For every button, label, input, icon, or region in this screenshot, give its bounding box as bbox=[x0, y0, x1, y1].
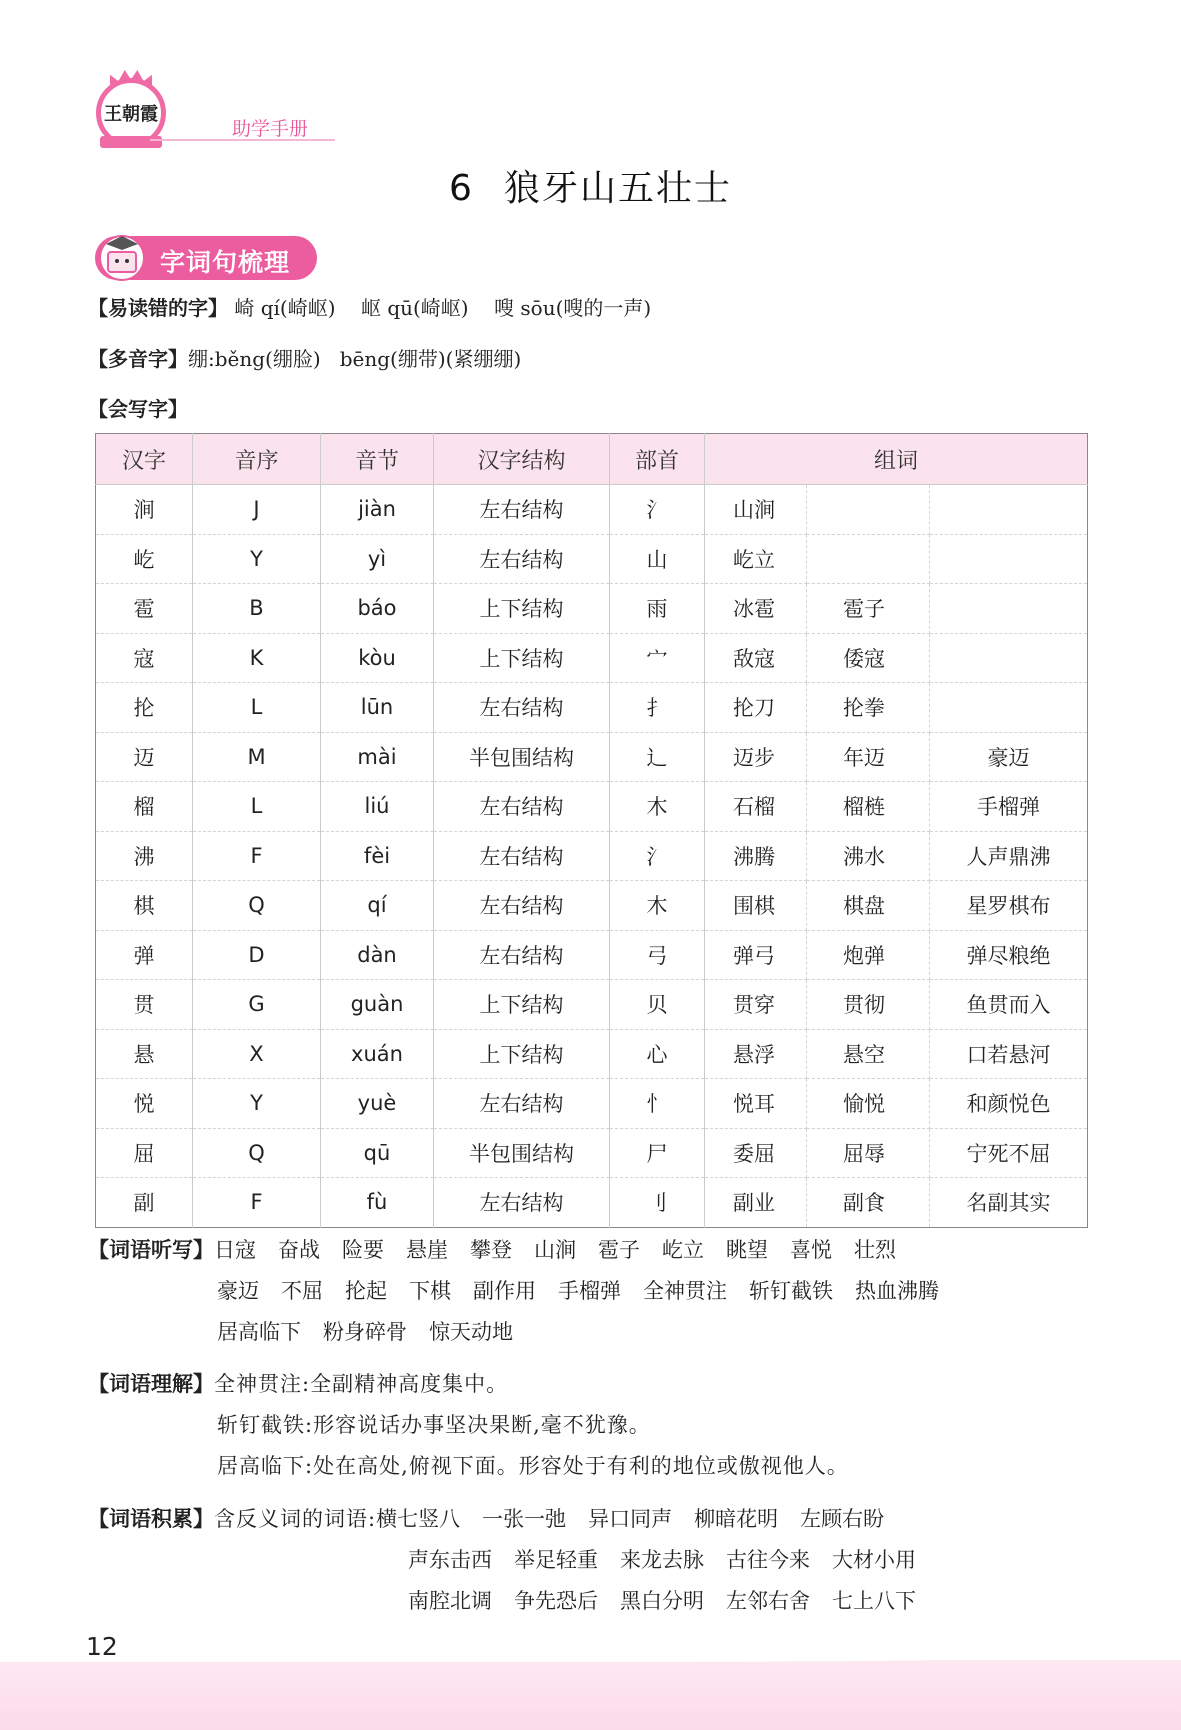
cell-phonetic-order: X bbox=[193, 1029, 321, 1079]
cell-radical: 雨 bbox=[610, 584, 705, 634]
cell-character: 弹 bbox=[96, 930, 193, 980]
table-row bbox=[96, 831, 1088, 881]
cell-word bbox=[930, 633, 1088, 683]
cell-character: 雹 bbox=[96, 584, 193, 634]
cell-word: 豪迈 bbox=[930, 732, 1088, 782]
cell-word bbox=[930, 485, 1088, 535]
cell-syllable: dàn bbox=[321, 930, 434, 980]
cell-radical: 木 bbox=[610, 881, 705, 931]
word-item: 黑白分明 bbox=[620, 1589, 704, 1613]
easy-misread-tag: 【易读错的字】 bbox=[88, 296, 228, 320]
cell-phonetic-order: B bbox=[193, 584, 321, 634]
cell-word: 口若悬河 bbox=[930, 1029, 1088, 1079]
word-item: 左顾右盼 bbox=[800, 1507, 885, 1531]
cell-phonetic-order: L bbox=[193, 683, 321, 733]
cell-radical: 山 bbox=[610, 534, 705, 584]
dictation-line bbox=[217, 1271, 961, 1312]
cell-radical: 氵 bbox=[610, 831, 705, 881]
word-item: 一张一弛 bbox=[482, 1507, 567, 1531]
word-item: 粉身碎骨 bbox=[323, 1320, 407, 1344]
page-title bbox=[0, 160, 1181, 211]
cell-phonetic-order: F bbox=[193, 831, 321, 881]
word-item: 眺望 bbox=[726, 1238, 768, 1262]
table-row bbox=[96, 881, 1088, 931]
word-item: 下棋 bbox=[409, 1279, 451, 1303]
header-label: 助学手册 bbox=[232, 118, 309, 140]
word-item: 热血沸腾 bbox=[855, 1279, 939, 1303]
word-item: 屹立 bbox=[662, 1238, 704, 1262]
cell-syllable: yì bbox=[321, 534, 434, 584]
cell-character: 屈 bbox=[96, 1128, 193, 1178]
word-item: 山涧 bbox=[534, 1238, 576, 1262]
cell-word: 弹尽粮绝 bbox=[930, 930, 1088, 980]
cell-word: 倭寇 bbox=[807, 633, 930, 683]
character-table bbox=[95, 433, 1088, 1228]
cell-phonetic-order: M bbox=[193, 732, 321, 782]
word-item: 悬崖 bbox=[406, 1238, 448, 1262]
table-row bbox=[96, 1128, 1088, 1178]
cell-character: 沸 bbox=[96, 831, 193, 881]
word-item: 斩钉截铁 bbox=[749, 1279, 833, 1303]
cell-word: 年迈 bbox=[807, 732, 930, 782]
cell-word bbox=[930, 534, 1088, 584]
polyphone-line bbox=[88, 343, 521, 372]
word-item: 声东击西 bbox=[408, 1548, 492, 1572]
cell-word: 星罗棋布 bbox=[930, 881, 1088, 931]
word-item: 大材小用 bbox=[832, 1548, 916, 1572]
cell-radical: 辶 bbox=[610, 732, 705, 782]
cell-word: 副业 bbox=[705, 1178, 807, 1228]
cell-radical: 宀 bbox=[610, 633, 705, 683]
word-item: 喜悦 bbox=[790, 1238, 832, 1262]
cell-phonetic-order: Y bbox=[193, 1079, 321, 1129]
header-syllable: 音节 bbox=[321, 434, 434, 485]
cell-character: 贯 bbox=[96, 980, 193, 1030]
cell-character: 迈 bbox=[96, 732, 193, 782]
word-item: 手榴弹 bbox=[558, 1279, 621, 1303]
cell-radical: 弓 bbox=[610, 930, 705, 980]
dictation-block bbox=[88, 1230, 918, 1271]
dictation-tag: 【词语听写】 bbox=[88, 1238, 214, 1262]
cell-character: 棋 bbox=[96, 881, 193, 931]
cell-phonetic-order: Y bbox=[193, 534, 321, 584]
cell-word: 和颜悦色 bbox=[930, 1079, 1088, 1129]
cell-phonetic-order: Q bbox=[193, 881, 321, 931]
easy-misread-line bbox=[88, 292, 651, 321]
cell-syllable: báo bbox=[321, 584, 434, 634]
table-row bbox=[96, 732, 1088, 782]
cell-structure: 上下结构 bbox=[434, 633, 610, 683]
cell-phonetic-order: F bbox=[193, 1178, 321, 1228]
brand-logo bbox=[96, 70, 166, 150]
header-radical: 部首 bbox=[610, 434, 705, 485]
logo-ribbon bbox=[100, 136, 162, 148]
cell-word: 沸腾 bbox=[705, 831, 807, 881]
header-word-group: 组词 bbox=[705, 434, 1088, 485]
word-item: 惊天动地 bbox=[429, 1320, 513, 1344]
word-item: 全神贯注 bbox=[643, 1279, 727, 1303]
table-header-row bbox=[96, 434, 1088, 485]
cell-structure: 左右结构 bbox=[434, 1079, 610, 1129]
cell-phonetic-order: D bbox=[193, 930, 321, 980]
cell-word: 名副其实 bbox=[930, 1178, 1088, 1228]
cell-syllable: qū bbox=[321, 1128, 434, 1178]
cell-syllable: kòu bbox=[321, 633, 434, 683]
cell-word bbox=[930, 683, 1088, 733]
cell-word: 屈辱 bbox=[807, 1128, 930, 1178]
table-row bbox=[96, 1178, 1088, 1228]
can-write-line bbox=[88, 393, 188, 422]
cell-structure: 左右结构 bbox=[434, 782, 610, 832]
cell-structure: 半包围结构 bbox=[434, 1128, 610, 1178]
cell-character: 副 bbox=[96, 1178, 193, 1228]
cell-word: 副食 bbox=[807, 1178, 930, 1228]
understanding-line: 居高临下:处在高处,俯视下面。形容处于有利的地位或傲视他人。 bbox=[217, 1454, 849, 1478]
table-row bbox=[96, 980, 1088, 1030]
cell-word bbox=[807, 534, 930, 584]
cell-word: 雹子 bbox=[807, 584, 930, 634]
cell-structure: 左右结构 bbox=[434, 485, 610, 535]
page-number: 12 bbox=[86, 1632, 118, 1661]
cell-word: 宁死不屈 bbox=[930, 1128, 1088, 1178]
cell-word: 抡拳 bbox=[807, 683, 930, 733]
word-item: 来龙去脉 bbox=[620, 1548, 704, 1572]
cell-word: 山涧 bbox=[705, 485, 807, 535]
cell-radical: 心 bbox=[610, 1029, 705, 1079]
word-item: 柳暗花明 bbox=[694, 1507, 779, 1531]
cell-phonetic-order: Q bbox=[193, 1128, 321, 1178]
word-item: 横七竖八 bbox=[376, 1507, 461, 1531]
table-row bbox=[96, 1029, 1088, 1079]
accumulation-block bbox=[88, 1499, 906, 1540]
cell-structure: 半包围结构 bbox=[434, 732, 610, 782]
table-row bbox=[96, 584, 1088, 634]
cell-syllable: fèi bbox=[321, 831, 434, 881]
cell-character: 悦 bbox=[96, 1079, 193, 1129]
word-item: 不屈 bbox=[281, 1279, 323, 1303]
cell-phonetic-order: K bbox=[193, 633, 321, 683]
cell-radical: 贝 bbox=[610, 980, 705, 1030]
cell-radical: 忄 bbox=[610, 1079, 705, 1129]
cell-syllable: yuè bbox=[321, 1079, 434, 1129]
word-item: 险要 bbox=[342, 1238, 384, 1262]
brand-name: 王朝霞 bbox=[104, 104, 158, 125]
cell-syllable: lūn bbox=[321, 683, 434, 733]
cell-word bbox=[807, 485, 930, 535]
cell-structure: 上下结构 bbox=[434, 584, 610, 634]
cell-structure: 左右结构 bbox=[434, 881, 610, 931]
word-item: 副作用 bbox=[473, 1279, 536, 1303]
cell-word: 抡刀 bbox=[705, 683, 807, 733]
polyphone-text: 绷:běng(绷脸) bēng(绷带)(紧绷绷) bbox=[188, 347, 522, 371]
word-item: 异口同声 bbox=[588, 1507, 673, 1531]
cell-word: 悦耳 bbox=[705, 1079, 807, 1129]
cell-syllable: mài bbox=[321, 732, 434, 782]
cell-radical: 氵 bbox=[610, 485, 705, 535]
table-row bbox=[96, 534, 1088, 584]
cell-character: 屹 bbox=[96, 534, 193, 584]
cell-syllable: jiàn bbox=[321, 485, 434, 535]
cell-structure: 上下结构 bbox=[434, 980, 610, 1030]
cell-syllable: xuán bbox=[321, 1029, 434, 1079]
word-item: 豪迈 bbox=[217, 1279, 259, 1303]
word-item: 攀登 bbox=[470, 1238, 512, 1262]
word-item: 左邻右舍 bbox=[726, 1589, 810, 1613]
cell-character: 抡 bbox=[96, 683, 193, 733]
accumulation-tag: 【词语积累】 bbox=[88, 1507, 214, 1531]
cell-phonetic-order: J bbox=[193, 485, 321, 535]
header-character: 汉字 bbox=[96, 434, 193, 485]
footer-band bbox=[0, 1660, 1181, 1730]
cell-word bbox=[930, 584, 1088, 634]
cell-word: 棋盘 bbox=[807, 881, 930, 931]
accumulation-line bbox=[376, 1507, 906, 1531]
table-row bbox=[96, 683, 1088, 733]
misread-item: 嗖 sōu(嗖的一声) bbox=[494, 296, 652, 320]
table-row bbox=[96, 1079, 1088, 1129]
word-item: 七上八下 bbox=[832, 1589, 916, 1613]
cell-word: 沸水 bbox=[807, 831, 930, 881]
cell-character: 悬 bbox=[96, 1029, 193, 1079]
word-item: 南腔北调 bbox=[408, 1589, 492, 1613]
understanding-line-row bbox=[217, 1405, 651, 1446]
cell-radical: 尸 bbox=[610, 1128, 705, 1178]
word-item: 举足轻重 bbox=[514, 1548, 598, 1572]
cell-word: 愉悦 bbox=[807, 1079, 930, 1129]
cell-structure: 上下结构 bbox=[434, 1029, 610, 1079]
dictation-line bbox=[217, 1312, 535, 1353]
word-item: 日寇 bbox=[214, 1238, 256, 1262]
word-item: 雹子 bbox=[598, 1238, 640, 1262]
cell-phonetic-order: G bbox=[193, 980, 321, 1030]
cell-word: 冰雹 bbox=[705, 584, 807, 634]
cell-word: 悬浮 bbox=[705, 1029, 807, 1079]
understanding-tag: 【词语理解】 bbox=[88, 1372, 214, 1396]
cell-word: 悬空 bbox=[807, 1029, 930, 1079]
cell-word: 贯彻 bbox=[807, 980, 930, 1030]
cell-phonetic-order: L bbox=[193, 782, 321, 832]
cell-syllable: guàn bbox=[321, 980, 434, 1030]
header-phonetic-order: 音序 bbox=[193, 434, 321, 485]
cell-word: 石榴 bbox=[705, 782, 807, 832]
cell-word: 人声鼎沸 bbox=[930, 831, 1088, 881]
cell-word: 委屈 bbox=[705, 1128, 807, 1178]
cell-word: 围棋 bbox=[705, 881, 807, 931]
cell-structure: 左右结构 bbox=[434, 831, 610, 881]
dictation-line bbox=[214, 1238, 918, 1262]
cell-character: 涧 bbox=[96, 485, 193, 535]
cell-word: 迈步 bbox=[705, 732, 807, 782]
lesson-title: 狼牙山五壮士 bbox=[503, 168, 732, 209]
misread-item: 崎 qí(崎岖) bbox=[234, 296, 336, 320]
word-item: 抡起 bbox=[345, 1279, 387, 1303]
cell-syllable: fù bbox=[321, 1178, 434, 1228]
cell-character: 寇 bbox=[96, 633, 193, 683]
table-row bbox=[96, 633, 1088, 683]
cell-word: 炮弹 bbox=[807, 930, 930, 980]
understanding-line: 斩钉截铁:形容说话办事坚决果断,毫不犹豫。 bbox=[217, 1413, 651, 1437]
can-write-tag: 【会写字】 bbox=[88, 397, 188, 421]
word-item: 壮烈 bbox=[854, 1238, 896, 1262]
accumulation-lead: 含反义词的词语: bbox=[214, 1507, 377, 1531]
cell-word: 敌寇 bbox=[705, 633, 807, 683]
misread-item: 岖 qū(崎岖) bbox=[360, 296, 469, 320]
cell-word: 鱼贯而入 bbox=[930, 980, 1088, 1030]
section-label: 字词句梳理 bbox=[160, 248, 291, 277]
cell-word: 手榴弹 bbox=[930, 782, 1088, 832]
word-item: 居高临下 bbox=[217, 1320, 301, 1344]
word-item: 古往今来 bbox=[726, 1548, 810, 1572]
cell-structure: 左右结构 bbox=[434, 930, 610, 980]
cell-word: 贯穿 bbox=[705, 980, 807, 1030]
cell-radical: 扌 bbox=[610, 683, 705, 733]
cell-structure: 左右结构 bbox=[434, 534, 610, 584]
understanding-block bbox=[88, 1364, 508, 1405]
understanding-line-row bbox=[217, 1446, 849, 1487]
accumulation-line bbox=[408, 1581, 938, 1622]
cell-structure: 左右结构 bbox=[434, 1178, 610, 1228]
lesson-number: 6 bbox=[449, 168, 474, 209]
accumulation-line bbox=[408, 1540, 938, 1581]
table-row bbox=[96, 485, 1088, 535]
cell-syllable: liú bbox=[321, 782, 434, 832]
table-row bbox=[96, 782, 1088, 832]
cell-word: 弹弓 bbox=[705, 930, 807, 980]
cell-radical: 木 bbox=[610, 782, 705, 832]
polyphone-tag: 【多音字】 bbox=[88, 347, 188, 371]
cell-character: 榴 bbox=[96, 782, 193, 832]
word-item: 奋战 bbox=[278, 1238, 320, 1262]
mascot-book-icon bbox=[96, 230, 148, 282]
cell-radical: 刂 bbox=[610, 1178, 705, 1228]
word-item: 争先恐后 bbox=[514, 1589, 598, 1613]
understanding-line: 全神贯注:全副精神高度集中。 bbox=[214, 1372, 509, 1396]
header-structure: 汉字结构 bbox=[434, 434, 610, 485]
cell-word: 榴梿 bbox=[807, 782, 930, 832]
cell-structure: 左右结构 bbox=[434, 683, 610, 733]
cell-syllable: qí bbox=[321, 881, 434, 931]
table-row bbox=[96, 930, 1088, 980]
cell-word: 屹立 bbox=[705, 534, 807, 584]
